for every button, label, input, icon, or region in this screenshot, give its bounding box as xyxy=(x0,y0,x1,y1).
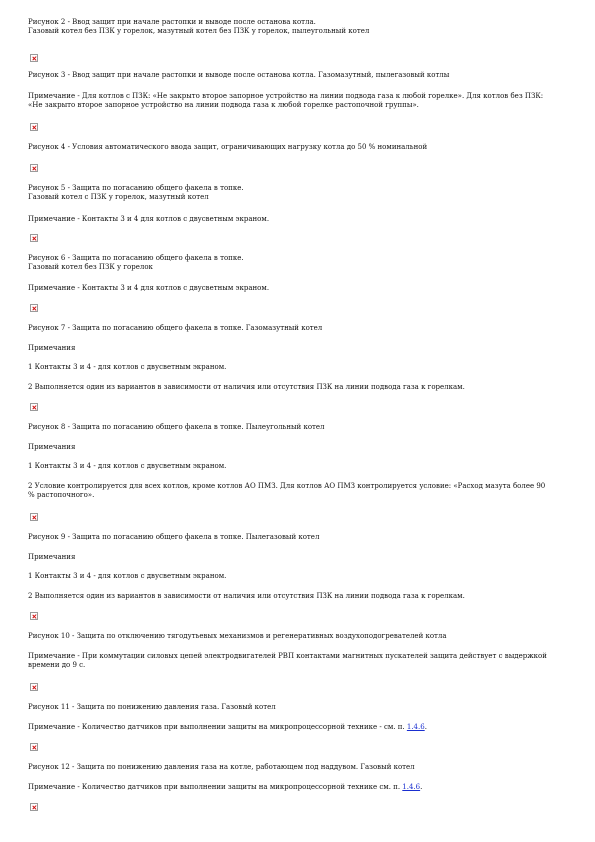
note-line: Примечания xyxy=(28,344,76,352)
note-line: 1 Контакты 3 и 4 - для котлов с двусветным экраном. xyxy=(28,462,227,470)
note-line: Примечание - Контакты 3 и 4 для котлов с двусветным экраном. xyxy=(28,215,270,223)
figure-9-caption xyxy=(28,533,319,542)
caption-line: Газовый котел с ПЗК у горелок, мазутный котел xyxy=(28,193,209,201)
note-line: 1 Контакты 3 и 4 - для котлов с двусветным экраном. xyxy=(28,572,227,580)
figure-3-caption xyxy=(28,71,449,80)
note-line: «Не закрыто второе запорное устройство на линии подвода газа к любой горелке растопочной группы». xyxy=(28,101,419,109)
note-line: 2 Условие контролируется для всех котлов, кроме котлов АО ПМЗ. Для котлов АО ПМЗ контролируется условие: «Расход мазута более 90 xyxy=(28,482,546,490)
note-line: Примечания xyxy=(28,553,76,561)
caption-line: Рисунок 6 - Защита по погасанию общего факела в топке. xyxy=(28,254,244,262)
figure-4-caption xyxy=(28,143,427,152)
note-line: Примечание - Для котлов с ПЗК: «Не закрыто второе запорное устройство на линии подвода газа к любой горелке». Для котлов без ПЗК: xyxy=(28,92,544,100)
note-line: % растопочного». xyxy=(28,491,95,499)
figure-7-caption xyxy=(28,324,322,333)
note-tail: . xyxy=(424,723,427,731)
caption-line: Рисунок 12 - Защита по понижению давления газа на котле, работающем под наддувом. Газовый котел xyxy=(28,763,415,771)
figure-8-note-2 xyxy=(28,482,573,500)
note-line: Примечание - Количество датчиков при выполнении защиты на микропроцессорной технике - см. п. xyxy=(28,723,407,731)
note-line: 2 Выполняется один из вариантов в зависимости от наличия или отсутствия ПЗК на линии подвода газа к горелкам. xyxy=(28,592,465,600)
caption-line: Рисунок 9 - Защита по погасанию общего факела в топке. Пылегазовый котел xyxy=(28,533,320,541)
caption-line: Рисунок 10 - Защита по отключению тягодутьевых механизмов и регенеративных воздухоподогревателей котла xyxy=(28,632,447,640)
broken-image-icon xyxy=(30,513,38,521)
figure-11-note xyxy=(28,723,427,732)
figure-9-note-heading xyxy=(28,553,75,562)
broken-image-icon xyxy=(30,612,38,620)
figure-7-note-2 xyxy=(28,383,465,392)
figure-8-note-heading xyxy=(28,443,75,452)
broken-image-icon xyxy=(30,803,38,811)
note-line: времени до 9 с. xyxy=(28,661,86,669)
figure-9-note-2 xyxy=(28,592,465,601)
note-line: 2 Выполняется один из вариантов в зависимости от наличия или отсутствия ПЗК на линии подвода газа к горелкам. xyxy=(28,383,465,391)
note-line: Примечания xyxy=(28,443,76,451)
note-line: Примечание - Контакты 3 и 4 для котлов с двусветным экраном. xyxy=(28,284,270,292)
note-line: Примечание - При коммутации силовых цепей электродвигателей РВП контактами магнитных пускателей защита действует с выдержкой xyxy=(28,652,547,660)
caption-line: Газовый котел без ПЗК у горелок xyxy=(28,263,153,271)
figure-10-note xyxy=(28,652,573,670)
caption-line: Рисунок 5 - Защита по погасанию общего факела в топке. xyxy=(28,184,244,192)
broken-image-icon xyxy=(30,234,38,242)
figure-6-caption xyxy=(28,254,244,272)
broken-image-icon xyxy=(30,304,38,312)
broken-image-icon xyxy=(30,164,38,172)
figure-10-caption xyxy=(28,632,447,641)
broken-image-icon xyxy=(30,743,38,751)
figure-7-note-heading xyxy=(28,344,75,353)
caption-line: Рисунок 8 - Защита по погасанию общего факела в топке. Пылеугольный котел xyxy=(28,423,325,431)
caption-line: Газовый котел без ПЗК у горелок, мазутный котел без ПЗК у горелок, пылеугольный котел xyxy=(28,27,370,35)
figure-7-note-1 xyxy=(28,363,226,372)
note-line: Примечание - Количество датчиков при выполнении защиты на микропроцессорной технике см. п. xyxy=(28,783,403,791)
note-line: 1 Контакты 3 и 4 - для котлов с двусветным экраном. xyxy=(28,363,227,371)
figure-5-caption xyxy=(28,184,244,202)
caption-line: Рисунок 3 - Ввод защит при начале растопки и выводе после останова котла. Газомазутный, пылегазовый котлы xyxy=(28,71,450,79)
caption-line: Рисунок 2 - Ввод защит при начале растопки и выводе после останова котла. xyxy=(28,18,316,26)
caption-line: Рисунок 7 - Защита по погасанию общего факела в топке. Газомазутный котел xyxy=(28,324,323,332)
figure-2-caption xyxy=(28,18,369,36)
section-link[interactable]: 1.4.6 xyxy=(406,723,425,731)
caption-line: Рисунок 4 - Условия автоматического ввода защит, ограничивающих нагрузку котла до 50 % номинальной xyxy=(28,143,428,151)
caption-line: Рисунок 11 - Защита по понижению давления газа. Газовый котел xyxy=(28,703,276,711)
broken-image-icon xyxy=(30,54,38,62)
figure-9-note-1 xyxy=(28,572,226,581)
broken-image-icon xyxy=(30,123,38,131)
figure-8-note-1 xyxy=(28,462,226,471)
figure-6-note xyxy=(28,284,269,293)
figure-8-caption xyxy=(28,423,325,432)
figure-5-note xyxy=(28,215,269,224)
broken-image-icon xyxy=(30,403,38,411)
figure-12-caption xyxy=(28,763,415,772)
note-tail: . xyxy=(420,783,423,791)
figure-11-caption xyxy=(28,703,276,712)
figure-3-note xyxy=(28,92,573,110)
section-link[interactable]: 1.4.6 xyxy=(402,783,421,791)
broken-image-icon xyxy=(30,683,38,691)
figure-12-note xyxy=(28,783,422,792)
